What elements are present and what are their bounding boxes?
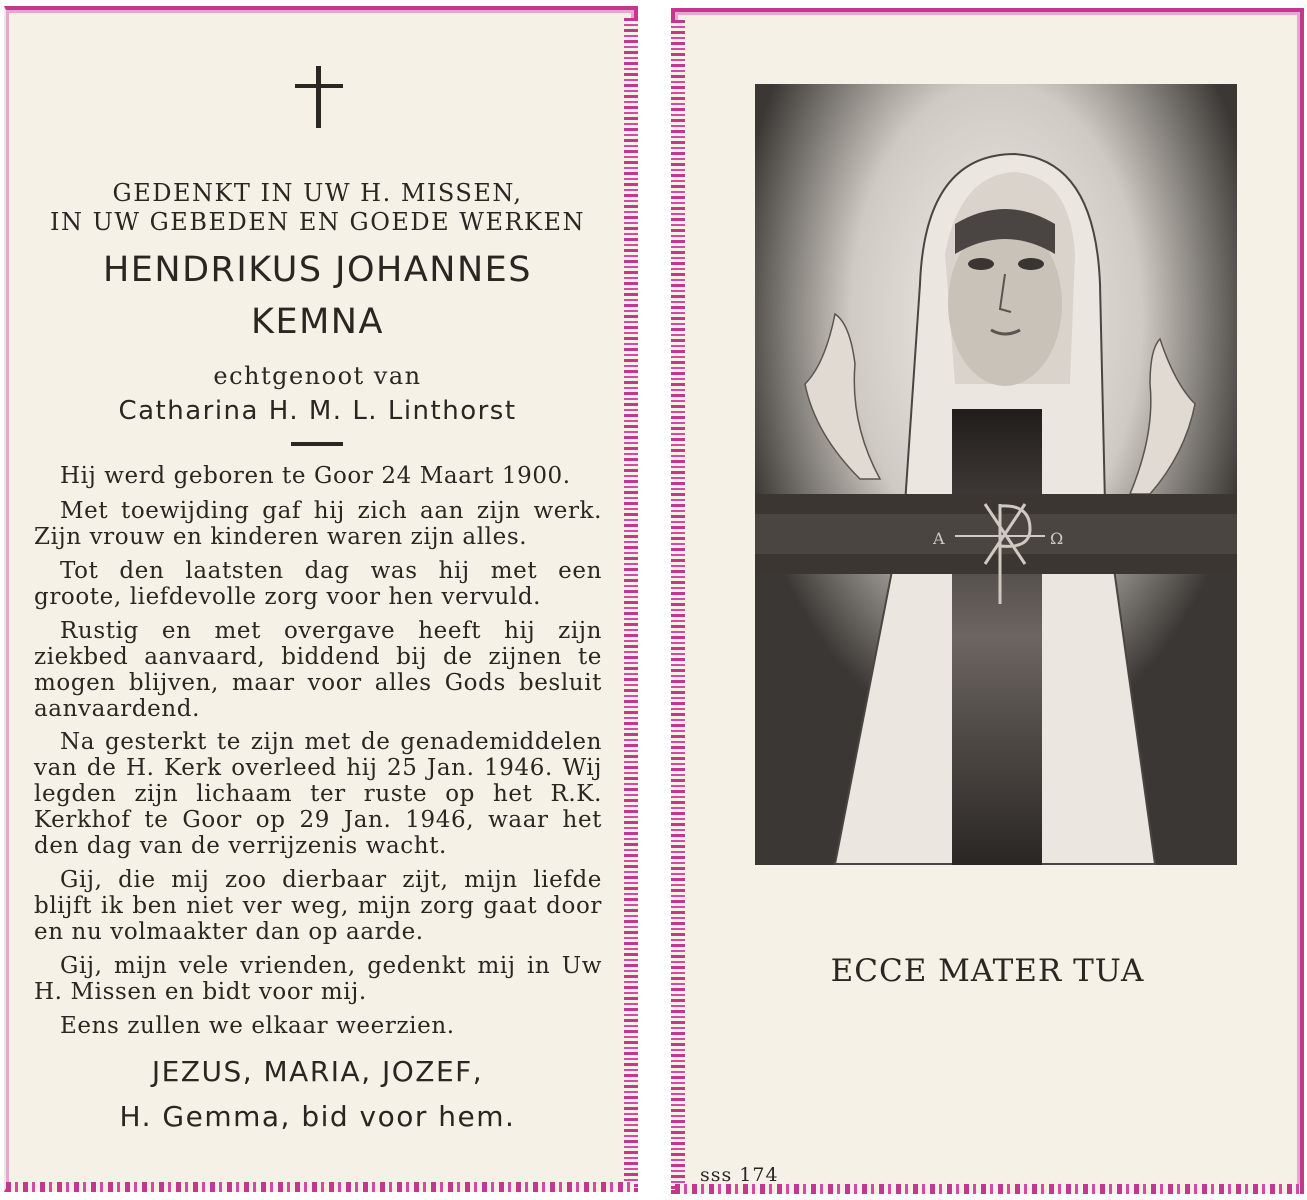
left-border-stripes	[671, 20, 685, 1190]
cross-icon	[295, 66, 343, 128]
deceased-name-line-1: HENDRIKUS JOHANNES	[102, 250, 532, 290]
paragraph-death: Na gesterkt te zijn met de genademiddelen van de H. Kerk overleed hij 25 Jan. 1946. Wij legden zijn lichaam ter ruste op het R.K. Kerkhof te Goor op 29 Jan. 1946, waar het den dag van de verrijzenis wacht.	[34, 729, 602, 859]
paragraph-friends: Gij, mijn vele vrienden, gedenkt mij in Uw H. Missen en bidt voor mij.	[34, 953, 602, 1005]
paragraph-love: Gij, die mij zoo dierbaar zijt, mijn liefde blijft ik ben niet ver weg, mijn zorg gaat door en nu volmaakter dan op aarde.	[34, 867, 602, 945]
bottom-border-stripes	[6, 1182, 634, 1192]
header-line-1: GEDENKT IN UW H. MISSEN,	[112, 179, 523, 207]
closing-prayer-line-1: JEZUS, MARIA, JOZEF,	[151, 1055, 484, 1088]
paragraph-care: Tot den laatsten dag was hij met een groote, liefdevolle zorg voor hen vervuld.	[34, 558, 602, 610]
divider-rule	[291, 442, 343, 446]
spouse-name: Catharina H. M. L. Linthorst	[118, 396, 517, 426]
paragraph-sickbed: Rustig en met overgave heeft hij zijn ziekbed aanvaard, biddend bij de zijnen te mogen blijven, maar voor alles Gods besluit aanvaardend.	[34, 618, 602, 722]
omega-letter: Ω	[1050, 529, 1064, 548]
deceased-name-line-2: KEMNA	[251, 302, 384, 342]
deceased-name	[30, 246, 605, 346]
paragraph-reunion: Eens zullen we elkaar weerzien.	[60, 1013, 455, 1039]
madonna-cross-illustration	[755, 84, 1237, 865]
remembrance-header	[30, 179, 605, 237]
spouse-label: echtgenoot van	[213, 362, 422, 390]
alpha-letter: A	[933, 529, 945, 548]
print-code: sss 174	[700, 1164, 779, 1186]
image-caption: ECCE MATER TUA	[830, 953, 1145, 989]
right-border-stripes	[624, 18, 638, 1188]
paragraph-birth: Hij werd geboren te Goor 24 Maart 1900.	[60, 463, 571, 489]
header-line-2: IN UW GEBEDEN EN GOEDE WERKEN	[50, 208, 585, 236]
paragraph-work: Met toewijding gaf hij zich aan zijn werk. Zijn vrouw en kinderen waren zijn alles.	[34, 498, 602, 550]
closing-prayer-line-2: H. Gemma, bid voor hem.	[119, 1100, 516, 1133]
